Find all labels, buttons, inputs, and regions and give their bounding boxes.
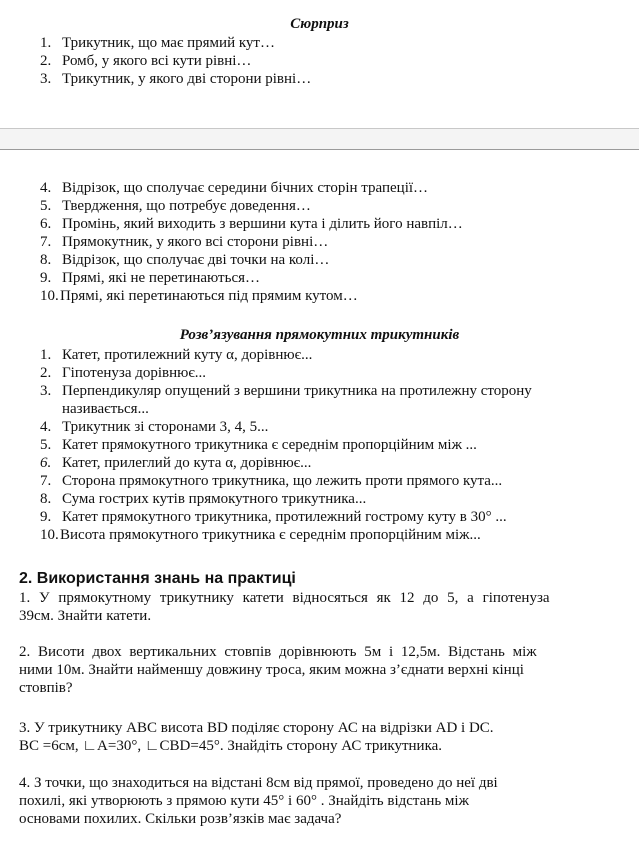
list-item: 10.Висота прямокутного трикутника є середнім пропорційним між...: [40, 527, 481, 543]
list-item: 7. Прямокутник, у якого всі сторони рівні…: [40, 234, 329, 250]
list-item: 3. Перпендикуляр опущений з вершини трикутника на протилежну сторону називається...: [40, 383, 532, 417]
list-item: 4. Відрізок, що сполучає середини бічних сторін трапеції…: [40, 180, 429, 196]
list-item: 1. Трикутник, що має прямий кут…: [40, 35, 275, 51]
list-item: 5. Твердження, що потребує доведення…: [40, 198, 311, 214]
list-item: 1. Катет, протилежний куту α, дорівнює...: [40, 347, 313, 363]
list-item: 2. Гіпотенуза дорівнює...: [40, 365, 207, 381]
task-2: 2. Висоти двох вертикальних стовпів дорівнюють 5м і 12,5м. Відстань між ними 10м. Знайти найменшу довжину троса, яким можна з’єднати верхні кінці стовпів?: [19, 644, 537, 696]
list-item: 10.Прямі, які перетинаються під прямим кутом…: [40, 288, 358, 304]
list-item: 6. Катет, прилеглий до кута α, дорівнює...: [40, 455, 312, 471]
list-item: 4. Трикутник зі сторонами 3, 4, 5...: [40, 419, 269, 435]
page-break-divider: [0, 128, 639, 150]
surprise-list: [40, 34, 600, 88]
list-item: 5. Катет прямокутного трикутника є середнім пропорційним між ...: [40, 437, 477, 453]
list-item: 3. Трикутник, у якого дві сторони рівні…: [40, 71, 312, 87]
list-item: 7. Сторона прямокутного трикутника, що лежить проти прямого кута...: [40, 473, 503, 489]
list-item: 9. Прямі, які не перетинаються…: [40, 270, 261, 286]
list-item: 2. Ромб, у якого всі кути рівні…: [40, 53, 252, 69]
practice-title: 2. Використання знань на практиці: [19, 570, 296, 587]
list-item: 9. Катет прямокутного трикутника, протилежний гострому куту в 30° ...: [40, 509, 507, 525]
right-triangles-title: Розв’язування прямокутних трикутників: [179, 327, 460, 343]
task-4: 4. З точки, що знаходиться на відстані 8см від прямої, проведено до неї дві похилі, які утворюють з прямою кути 45° і 60° . Знайдіть відстань між основами похилих. Скільки розв’язків має задача?: [19, 775, 498, 827]
surprise-list-continued: [40, 179, 600, 305]
right-triangles-list: [40, 346, 600, 544]
list-item: 6. Промінь, який виходить з вершини кута і ділить його навпіл…: [40, 216, 463, 232]
list-item: 8. Сума гострих кутів прямокутного трикутника...: [40, 491, 367, 507]
list-item: 8. Відрізок, що сполучає дві точки на колі…: [40, 252, 330, 268]
task-1: 1. У прямокутному трикутнику катети відносяться як 12 до 5, а гіпотенуза 39см. Знайти катети.: [19, 590, 550, 624]
task-3: 3. У трикутнику АВС висота BD поділяє сторону АС на відрізки AD і DC. BC =6см, ∟A=30°, ∟CBD=45°. Знайдіть сторону АС трикутника.: [19, 720, 494, 754]
surprise-title: Сюрприз: [290, 16, 349, 32]
